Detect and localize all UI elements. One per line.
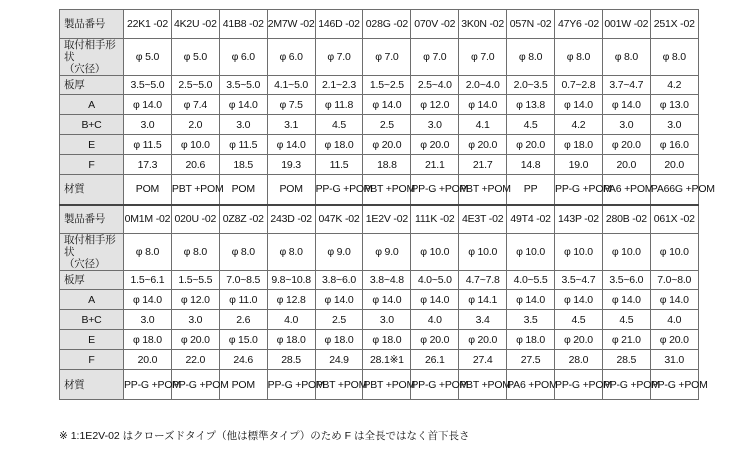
- f-cell: 24.9: [315, 350, 363, 370]
- plate-cell: 7.0~8.0: [650, 271, 698, 290]
- bc-cell: 4.5: [507, 115, 555, 135]
- bc-cell: 3.0: [602, 115, 650, 135]
- plate-cell: 3.8~4.8: [363, 271, 411, 290]
- row-plate: [60, 76, 699, 95]
- e-cell: φ 18.0: [507, 330, 555, 350]
- a-cell: φ 11.8: [315, 95, 363, 115]
- bc-cell: 2.6: [219, 310, 267, 330]
- e-cell: φ 20.0: [459, 330, 507, 350]
- plate-cell: 1.5~6.1: [124, 271, 172, 290]
- row-code: [60, 205, 699, 234]
- plate-cell: 1.5~2.5: [363, 76, 411, 95]
- plate-cell: 2.0~4.0: [459, 76, 507, 95]
- plate-cell: 4.1~5.0: [267, 76, 315, 95]
- plate-cell: 9.8~10.8: [267, 271, 315, 290]
- a-cell: φ 14.1: [459, 290, 507, 310]
- bc-cell: 3.0: [650, 115, 698, 135]
- code-cell: 47Y6 -02: [555, 10, 603, 39]
- code-cell: 028G -02: [363, 10, 411, 39]
- code-cell: 061X -02: [650, 205, 698, 234]
- a-cell: φ 14.0: [124, 290, 172, 310]
- material-cell: PP: [507, 175, 555, 205]
- hole-cell: φ 10.0: [411, 234, 459, 271]
- row-label-code: 製品番号: [60, 205, 124, 234]
- bc-cell: 4.0: [411, 310, 459, 330]
- plate-cell: 4.7~7.8: [459, 271, 507, 290]
- bc-cell: 2.5: [315, 310, 363, 330]
- code-cell: 49T4 -02: [507, 205, 555, 234]
- row-f: [60, 350, 699, 370]
- e-cell: φ 10.0: [171, 135, 219, 155]
- row-label-a: A: [60, 95, 124, 115]
- row-bc: [60, 310, 699, 330]
- row-a: [60, 95, 699, 115]
- hole-cell: φ 9.0: [315, 234, 363, 271]
- code-cell: 41B8 -02: [219, 10, 267, 39]
- f-cell: 20.0: [124, 350, 172, 370]
- code-cell: 070V -02: [411, 10, 459, 39]
- footnote: ※ 1:1E2V-02 はクローズドタイプ（他は標準タイプ）のため F は全長ではなく首下長さ: [59, 430, 470, 442]
- plate-cell: 2.0~3.5: [507, 76, 555, 95]
- hole-cell: φ 8.0: [602, 39, 650, 76]
- plate-cell: 3.7~4.7: [602, 76, 650, 95]
- code-cell: 047K -02: [315, 205, 363, 234]
- material-cell: PBT +POM: [315, 370, 363, 400]
- e-cell: φ 15.0: [219, 330, 267, 350]
- material-cell: POM: [267, 175, 315, 205]
- f-cell: 18.8: [363, 155, 411, 175]
- e-cell: φ 18.0: [363, 330, 411, 350]
- material-cell: POM: [219, 175, 267, 205]
- hole-cell: φ 6.0: [267, 39, 315, 76]
- a-cell: φ 7.5: [267, 95, 315, 115]
- row-material: [60, 175, 699, 205]
- row-hole: [60, 234, 699, 271]
- a-cell: φ 12.0: [171, 290, 219, 310]
- hole-cell: φ 8.0: [555, 39, 603, 76]
- a-cell: φ 14.0: [363, 290, 411, 310]
- bc-cell: 3.0: [363, 310, 411, 330]
- hole-cell: φ 5.0: [124, 39, 172, 76]
- plate-cell: 3.5~4.7: [555, 271, 603, 290]
- e-cell: φ 18.0: [267, 330, 315, 350]
- plate-cell: 7.0~8.5: [219, 271, 267, 290]
- f-cell: 27.5: [507, 350, 555, 370]
- code-cell: 143P -02: [555, 205, 603, 234]
- f-cell: 21.7: [459, 155, 507, 175]
- row-label-plate: 板厚: [60, 76, 124, 95]
- plate-cell: 4.2: [650, 76, 698, 95]
- a-cell: φ 14.0: [602, 290, 650, 310]
- bc-cell: 2.5: [363, 115, 411, 135]
- a-cell: φ 14.0: [602, 95, 650, 115]
- plate-cell: 0.7~2.8: [555, 76, 603, 95]
- hole-cell: φ 5.0: [171, 39, 219, 76]
- spec-table-wrapper: [59, 9, 715, 400]
- hole-cell: φ 9.0: [363, 234, 411, 271]
- row-material: [60, 370, 699, 400]
- a-cell: φ 13.8: [507, 95, 555, 115]
- a-cell: φ 14.0: [219, 95, 267, 115]
- hole-cell: φ 8.0: [650, 39, 698, 76]
- row-label-code: 製品番号: [60, 10, 124, 39]
- a-cell: φ 7.4: [171, 95, 219, 115]
- f-cell: 28.5: [602, 350, 650, 370]
- row-label-f: F: [60, 350, 124, 370]
- e-cell: φ 11.5: [124, 135, 172, 155]
- f-cell: 28.1※1: [363, 350, 411, 370]
- bc-cell: 4.0: [650, 310, 698, 330]
- hole-cell: φ 6.0: [219, 39, 267, 76]
- bc-cell: 3.0: [411, 115, 459, 135]
- code-cell: 146D -02: [315, 10, 363, 39]
- a-cell: φ 14.0: [363, 95, 411, 115]
- spec-table: [59, 9, 715, 400]
- code-cell: 280B -02: [602, 205, 650, 234]
- f-cell: 27.4: [459, 350, 507, 370]
- bc-cell: 4.5: [555, 310, 603, 330]
- bc-cell: 3.0: [219, 115, 267, 135]
- e-cell: φ 18.0: [124, 330, 172, 350]
- row-f: [60, 155, 699, 175]
- hole-cell: φ 10.0: [602, 234, 650, 271]
- material-cell: PP-G +POM: [267, 370, 315, 400]
- hole-cell: φ 10.0: [507, 234, 555, 271]
- hole-cell: φ 7.0: [459, 39, 507, 76]
- f-cell: 22.0: [171, 350, 219, 370]
- material-cell: PBT +POM: [459, 370, 507, 400]
- plate-cell: 3.5~5.0: [124, 76, 172, 95]
- f-cell: 20.6: [171, 155, 219, 175]
- plate-cell: 3.8~6.0: [315, 271, 363, 290]
- row-label-bc: B+C: [60, 115, 124, 135]
- code-cell: 3K0N -02: [459, 10, 507, 39]
- material-cell: PP-G +POM: [171, 370, 219, 400]
- material-cell: PA66G +POM: [650, 175, 698, 205]
- hole-cell: φ 7.0: [411, 39, 459, 76]
- f-cell: 19.0: [555, 155, 603, 175]
- material-cell: PP-G +POM: [555, 175, 603, 205]
- hole-cell: φ 10.0: [459, 234, 507, 271]
- a-cell: φ 11.0: [219, 290, 267, 310]
- material-cell: PBT +POM: [459, 175, 507, 205]
- row-label-f: F: [60, 155, 124, 175]
- e-cell: φ 20.0: [171, 330, 219, 350]
- plate-cell: 2.5~5.0: [171, 76, 219, 95]
- e-cell: φ 20.0: [507, 135, 555, 155]
- row-label-plate: 板厚: [60, 271, 124, 290]
- material-cell: PP-G +POM: [555, 370, 603, 400]
- a-cell: φ 14.0: [650, 290, 698, 310]
- material-cell: PP-G +POM: [124, 370, 172, 400]
- row-label-bc: B+C: [60, 310, 124, 330]
- e-cell: φ 20.0: [602, 135, 650, 155]
- code-cell: 057N -02: [507, 10, 555, 39]
- row-label-material: 材質: [60, 175, 124, 205]
- f-cell: 18.5: [219, 155, 267, 175]
- plate-cell: 4.0~5.0: [411, 271, 459, 290]
- e-cell: φ 20.0: [411, 330, 459, 350]
- code-cell: 251X -02: [650, 10, 698, 39]
- a-cell: φ 14.0: [507, 290, 555, 310]
- a-cell: φ 14.0: [555, 95, 603, 115]
- material-cell: PA6 +POM: [602, 175, 650, 205]
- f-cell: 19.3: [267, 155, 315, 175]
- code-cell: 243D -02: [267, 205, 315, 234]
- material-cell: PP-G +POM: [602, 370, 650, 400]
- hole-cell: φ 8.0: [507, 39, 555, 76]
- bc-cell: 3.5: [507, 310, 555, 330]
- plate-cell: 1.5~5.5: [171, 271, 219, 290]
- bc-cell: 4.2: [555, 115, 603, 135]
- f-cell: 17.3: [124, 155, 172, 175]
- material-cell: PP-G +POM: [315, 175, 363, 205]
- bc-cell: 3.1: [267, 115, 315, 135]
- code-cell: 4K2U -02: [171, 10, 219, 39]
- row-hole: [60, 39, 699, 76]
- bc-cell: 3.4: [459, 310, 507, 330]
- plate-cell: 2.5~4.0: [411, 76, 459, 95]
- f-cell: 20.0: [602, 155, 650, 175]
- code-cell: 0Z8Z -02: [219, 205, 267, 234]
- e-cell: φ 20.0: [555, 330, 603, 350]
- hole-cell: φ 7.0: [363, 39, 411, 76]
- material-cell: POM: [219, 370, 267, 400]
- hole-cell: φ 8.0: [219, 234, 267, 271]
- e-cell: φ 18.0: [315, 135, 363, 155]
- a-cell: φ 14.0: [459, 95, 507, 115]
- row-label-e: E: [60, 135, 124, 155]
- plate-cell: 4.0~5.5: [507, 271, 555, 290]
- e-cell: φ 20.0: [459, 135, 507, 155]
- e-cell: φ 20.0: [411, 135, 459, 155]
- material-cell: POM: [124, 175, 172, 205]
- plate-cell: 3.5~5.0: [219, 76, 267, 95]
- material-cell: PA6 +POM: [507, 370, 555, 400]
- row-label-hole: 取付相手形状 （穴径）: [60, 234, 124, 271]
- material-cell: PP-G +POM: [411, 175, 459, 205]
- a-cell: φ 14.0: [411, 290, 459, 310]
- code-cell: 0M1M -02: [124, 205, 172, 234]
- f-cell: 20.0: [650, 155, 698, 175]
- code-cell: 22K1 -02: [124, 10, 172, 39]
- row-label-e: E: [60, 330, 124, 350]
- code-cell: 4E3T -02: [459, 205, 507, 234]
- bc-cell: 2.0: [171, 115, 219, 135]
- hole-cell: φ 8.0: [124, 234, 172, 271]
- row-bc: [60, 115, 699, 135]
- bc-cell: 4.5: [602, 310, 650, 330]
- f-cell: 31.0: [650, 350, 698, 370]
- f-cell: 11.5: [315, 155, 363, 175]
- hole-cell: φ 10.0: [650, 234, 698, 271]
- row-e: [60, 330, 699, 350]
- code-cell: 001W -02: [602, 10, 650, 39]
- f-cell: 14.8: [507, 155, 555, 175]
- material-cell: PBT +POM: [171, 175, 219, 205]
- bc-cell: 3.0: [124, 310, 172, 330]
- f-cell: 24.6: [219, 350, 267, 370]
- hole-cell: φ 8.0: [171, 234, 219, 271]
- e-cell: φ 18.0: [315, 330, 363, 350]
- row-label-a: A: [60, 290, 124, 310]
- bc-cell: 4.1: [459, 115, 507, 135]
- e-cell: φ 16.0: [650, 135, 698, 155]
- bc-cell: 3.0: [171, 310, 219, 330]
- a-cell: φ 12.8: [267, 290, 315, 310]
- material-cell: PP-G +POM: [411, 370, 459, 400]
- hole-cell: φ 8.0: [267, 234, 315, 271]
- code-cell: 1E2V -02: [363, 205, 411, 234]
- row-plate: [60, 271, 699, 290]
- plate-cell: 3.5~6.0: [602, 271, 650, 290]
- f-cell: 26.1: [411, 350, 459, 370]
- a-cell: φ 14.0: [315, 290, 363, 310]
- e-cell: φ 14.0: [267, 135, 315, 155]
- hole-cell: φ 10.0: [555, 234, 603, 271]
- material-cell: PBT +POM: [363, 175, 411, 205]
- row-code: [60, 10, 699, 39]
- code-cell: 111K -02: [411, 205, 459, 234]
- hole-cell: φ 7.0: [315, 39, 363, 76]
- a-cell: φ 13.0: [650, 95, 698, 115]
- a-cell: φ 12.0: [411, 95, 459, 115]
- f-cell: 28.0: [555, 350, 603, 370]
- row-a: [60, 290, 699, 310]
- f-cell: 28.5: [267, 350, 315, 370]
- e-cell: φ 18.0: [555, 135, 603, 155]
- bc-cell: 4.0: [267, 310, 315, 330]
- plate-cell: 2.1~2.3: [315, 76, 363, 95]
- code-cell: 2M7W -02: [267, 10, 315, 39]
- e-cell: φ 20.0: [363, 135, 411, 155]
- a-cell: φ 14.0: [555, 290, 603, 310]
- e-cell: φ 21.0: [602, 330, 650, 350]
- a-cell: φ 14.0: [124, 95, 172, 115]
- e-cell: φ 20.0: [650, 330, 698, 350]
- material-cell: PBT +POM: [363, 370, 411, 400]
- f-cell: 21.1: [411, 155, 459, 175]
- code-cell: 020U -02: [171, 205, 219, 234]
- material-cell: PP-G +POM: [650, 370, 698, 400]
- bc-cell: 4.5: [315, 115, 363, 135]
- bc-cell: 3.0: [124, 115, 172, 135]
- row-label-hole: 取付相手形状 （穴径）: [60, 39, 124, 76]
- row-label-material: 材質: [60, 370, 124, 400]
- e-cell: φ 11.5: [219, 135, 267, 155]
- row-e: [60, 135, 699, 155]
